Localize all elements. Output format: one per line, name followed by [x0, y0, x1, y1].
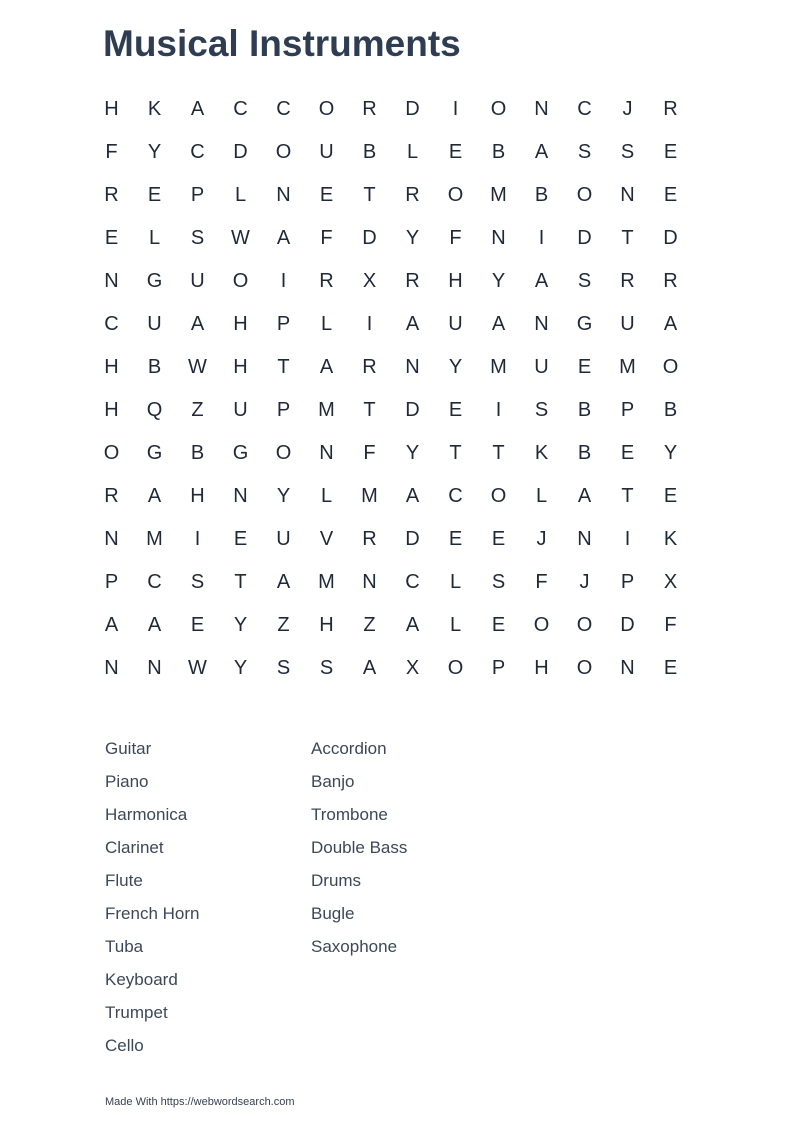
word-list-item: Accordion: [311, 739, 387, 758]
word-list-item: Piano: [105, 772, 149, 791]
grid-letter[interactable]: D: [663, 227, 678, 249]
grid-letter[interactable]: R: [362, 356, 377, 378]
grid-letter[interactable]: K: [663, 528, 678, 550]
grid-letter[interactable]: Z: [363, 614, 376, 636]
grid-letter[interactable]: I: [538, 227, 545, 249]
grid-letter[interactable]: E: [190, 614, 205, 636]
grid-letter[interactable]: H: [233, 356, 248, 378]
grid-letter[interactable]: L: [535, 485, 548, 507]
word-list-item: Bugle: [311, 904, 355, 923]
grid-letter[interactable]: E: [147, 184, 162, 206]
grid-letter[interactable]: T: [621, 485, 634, 507]
grid-letter[interactable]: R: [620, 270, 635, 292]
grid-letter[interactable]: M: [619, 356, 636, 378]
grid-letter[interactable]: B: [147, 356, 162, 378]
grid-letter[interactable]: A: [534, 141, 549, 163]
grid-letter[interactable]: O: [103, 442, 120, 464]
grid-letter[interactable]: R: [362, 528, 377, 550]
word-list-item: Cello: [105, 1036, 144, 1055]
grid-letter[interactable]: L: [406, 141, 419, 163]
grid-letter[interactable]: H: [104, 399, 119, 421]
grid-letter[interactable]: O: [490, 485, 507, 507]
grid-letter[interactable]: O: [576, 657, 593, 679]
word-list-item: Keyboard: [105, 970, 178, 989]
grid-letter[interactable]: O: [275, 141, 292, 163]
grid-letter[interactable]: I: [624, 528, 631, 550]
grid-letter[interactable]: S: [620, 141, 635, 163]
grid-letter[interactable]: L: [449, 571, 462, 593]
grid-letter[interactable]: A: [491, 313, 506, 335]
grid-letter[interactable]: A: [534, 270, 549, 292]
grid-letter[interactable]: N: [104, 657, 119, 679]
grid-letter[interactable]: R: [663, 98, 678, 120]
grid-letter[interactable]: S: [276, 657, 291, 679]
grid-letter[interactable]: A: [405, 313, 420, 335]
grid-letter[interactable]: D: [577, 227, 592, 249]
grid-letter[interactable]: N: [233, 485, 248, 507]
grid-letter[interactable]: E: [577, 356, 592, 378]
grid-letter[interactable]: B: [577, 399, 592, 421]
grid-letter[interactable]: H: [319, 614, 334, 636]
grid-letter[interactable]: S: [190, 571, 205, 593]
grid-letter[interactable]: Q: [146, 399, 163, 421]
grid-letter[interactable]: E: [319, 184, 334, 206]
grid-letter[interactable]: I: [366, 313, 373, 335]
grid-letter[interactable]: L: [320, 313, 333, 335]
grid-letter[interactable]: U: [448, 313, 463, 335]
grid-letter[interactable]: C: [448, 485, 463, 507]
word-list-item: French Horn: [105, 904, 200, 923]
grid-letter[interactable]: P: [276, 313, 291, 335]
grid-letter[interactable]: E: [448, 528, 463, 550]
grid-letter[interactable]: N: [620, 657, 635, 679]
grid-letter[interactable]: M: [318, 399, 335, 421]
grid-letter[interactable]: A: [276, 227, 291, 249]
grid-letter[interactable]: E: [491, 614, 506, 636]
grid-letter[interactable]: N: [620, 184, 635, 206]
grid-letter[interactable]: F: [535, 571, 548, 593]
grid-letter[interactable]: P: [491, 657, 506, 679]
grid-letter[interactable]: X: [663, 571, 678, 593]
grid-letter[interactable]: M: [490, 184, 507, 206]
grid-letter[interactable]: D: [405, 528, 420, 550]
grid-letter[interactable]: T: [449, 442, 462, 464]
grid-letter[interactable]: B: [190, 442, 205, 464]
grid-letter[interactable]: D: [405, 399, 420, 421]
grid-letter[interactable]: S: [319, 657, 334, 679]
grid-letter[interactable]: N: [104, 270, 119, 292]
grid-letter[interactable]: T: [492, 442, 505, 464]
grid-letter[interactable]: J: [622, 98, 633, 120]
word-list-item: Harmonica: [105, 805, 188, 824]
grid-letter[interactable]: U: [276, 528, 291, 550]
grid-letter[interactable]: H: [104, 356, 119, 378]
grid-letter[interactable]: G: [232, 442, 249, 464]
grid-letter[interactable]: I: [452, 98, 459, 120]
grid-letter[interactable]: O: [576, 184, 593, 206]
grid-letter[interactable]: U: [147, 313, 162, 335]
grid-letter[interactable]: Y: [405, 227, 420, 249]
grid-letter[interactable]: B: [534, 184, 549, 206]
grid-letter[interactable]: C: [190, 141, 205, 163]
grid-letter[interactable]: A: [577, 485, 592, 507]
grid-letter[interactable]: B: [362, 141, 377, 163]
word-list-column: [311, 736, 517, 1066]
word-list-column: [105, 736, 311, 1066]
grid-letter[interactable]: H: [104, 98, 119, 120]
grid-letter[interactable]: G: [146, 270, 163, 292]
grid-letter[interactable]: O: [662, 356, 679, 378]
grid-letter[interactable]: R: [663, 270, 678, 292]
word-list-item: Tuba: [105, 937, 144, 956]
grid-letter[interactable]: N: [491, 227, 506, 249]
grid-letter[interactable]: U: [190, 270, 205, 292]
grid-letter[interactable]: G: [576, 313, 593, 335]
word-list-item: Flute: [105, 871, 143, 890]
page-title: Musical Instruments: [103, 23, 461, 64]
grid-letter[interactable]: M: [490, 356, 507, 378]
grid-letter[interactable]: X: [362, 270, 377, 292]
grid-letter[interactable]: C: [147, 571, 162, 593]
grid-letter[interactable]: H: [190, 485, 205, 507]
grid-letter[interactable]: D: [233, 141, 248, 163]
grid-letter[interactable]: Y: [448, 356, 463, 378]
grid-letter[interactable]: S: [534, 399, 549, 421]
word-list-item: Trumpet: [105, 1003, 168, 1022]
grid-letter[interactable]: E: [663, 485, 678, 507]
grid-letter[interactable]: D: [405, 98, 420, 120]
grid-letter[interactable]: L: [320, 485, 333, 507]
grid-letter[interactable]: E: [104, 227, 119, 249]
grid-letter[interactable]: U: [319, 141, 334, 163]
grid-letter[interactable]: H: [534, 657, 549, 679]
grid-letter[interactable]: P: [620, 571, 635, 593]
word-list-item: Double Bass: [311, 838, 408, 857]
grid-letter[interactable]: S: [491, 571, 506, 593]
word-list-item: Drums: [311, 871, 362, 890]
grid-letter[interactable]: N: [534, 98, 549, 120]
grid-letter[interactable]: T: [363, 184, 376, 206]
grid-letter[interactable]: P: [620, 399, 635, 421]
grid-letter[interactable]: E: [491, 528, 506, 550]
grid-letter[interactable]: A: [147, 614, 162, 636]
grid-letter[interactable]: L: [449, 614, 462, 636]
grid-letter[interactable]: A: [362, 657, 377, 679]
grid-letter[interactable]: I: [194, 528, 201, 550]
grid-letter[interactable]: N: [534, 313, 549, 335]
grid-letter[interactable]: U: [534, 356, 549, 378]
grid-letter[interactable]: E: [448, 141, 463, 163]
grid-letter[interactable]: E: [663, 657, 678, 679]
grid-letter[interactable]: N: [276, 184, 291, 206]
grid-letter[interactable]: T: [621, 227, 634, 249]
word-list-item: Banjo: [311, 772, 355, 791]
grid-letter[interactable]: Y: [276, 485, 291, 507]
grid-letter[interactable]: T: [363, 399, 376, 421]
grid-letter[interactable]: S: [577, 141, 592, 163]
grid-letter[interactable]: O: [533, 614, 550, 636]
grid-letter[interactable]: C: [233, 98, 248, 120]
word-list-item: Trombone: [311, 805, 388, 824]
grid-letter[interactable]: H: [233, 313, 248, 335]
grid-letter[interactable]: R: [405, 184, 420, 206]
grid-letter[interactable]: L: [148, 227, 161, 249]
grid-letter[interactable]: A: [663, 313, 678, 335]
grid-letter[interactable]: F: [449, 227, 462, 249]
grid-letter[interactable]: X: [405, 657, 420, 679]
grid-letter[interactable]: N: [319, 442, 334, 464]
grid-letter[interactable]: Z: [277, 614, 290, 636]
grid-letter[interactable]: M: [146, 528, 163, 550]
grid-letter[interactable]: Y: [491, 270, 506, 292]
grid-letter[interactable]: I: [495, 399, 502, 421]
grid-letter[interactable]: O: [576, 614, 593, 636]
word-list: [105, 736, 517, 1066]
grid-letter[interactable]: C: [276, 98, 291, 120]
grid-letter[interactable]: P: [276, 399, 291, 421]
grid-letter[interactable]: U: [233, 399, 248, 421]
grid-letter[interactable]: A: [190, 313, 205, 335]
grid-letter[interactable]: C: [104, 313, 119, 335]
word-list-item: Clarinet: [105, 838, 164, 857]
grid-letter[interactable]: E: [448, 399, 463, 421]
grid-letter[interactable]: O: [318, 98, 335, 120]
grid-letter[interactable]: H: [448, 270, 463, 292]
word-list-item: Guitar: [105, 739, 152, 758]
grid-letter[interactable]: O: [447, 657, 464, 679]
grid-letter[interactable]: A: [147, 485, 162, 507]
grid-letter[interactable]: E: [663, 184, 678, 206]
grid-letter[interactable]: L: [234, 184, 247, 206]
grid-letter[interactable]: C: [577, 98, 592, 120]
grid-letter[interactable]: P: [104, 571, 119, 593]
letter-grid: [90, 88, 692, 690]
grid-letter[interactable]: Y: [663, 442, 678, 464]
grid-letter[interactable]: A: [405, 485, 420, 507]
grid-letter[interactable]: T: [277, 356, 290, 378]
grid-letter[interactable]: F: [105, 141, 118, 163]
grid-letter[interactable]: A: [405, 614, 420, 636]
grid-letter[interactable]: Z: [191, 399, 204, 421]
grid-letter[interactable]: A: [190, 98, 205, 120]
footer-credit: Made With https://webwordsearch.com: [105, 1096, 295, 1108]
grid-letter[interactable]: M: [318, 571, 335, 593]
grid-letter[interactable]: N: [104, 528, 119, 550]
grid-letter[interactable]: F: [320, 227, 333, 249]
word-list-item: Saxophone: [311, 937, 398, 956]
grid-letter[interactable]: B: [577, 442, 592, 464]
grid-letter[interactable]: G: [146, 442, 163, 464]
grid-letter[interactable]: N: [405, 356, 420, 378]
grid-letter[interactable]: P: [190, 184, 205, 206]
grid-letter[interactable]: J: [579, 571, 590, 593]
grid-letter[interactable]: F: [664, 614, 677, 636]
grid-letter[interactable]: K: [534, 442, 549, 464]
grid-letter[interactable]: K: [147, 98, 162, 120]
grid-letter[interactable]: V: [319, 528, 334, 550]
grid-letter[interactable]: I: [280, 270, 287, 292]
grid-letter[interactable]: R: [104, 184, 119, 206]
grid-letter[interactable]: W: [231, 227, 250, 249]
grid-letter[interactable]: Y: [233, 614, 248, 636]
grid-letter[interactable]: N: [362, 571, 377, 593]
grid-letter[interactable]: O: [232, 270, 249, 292]
grid-letter[interactable]: S: [190, 227, 205, 249]
grid-letter[interactable]: Y: [405, 442, 420, 464]
grid-letter[interactable]: U: [620, 313, 635, 335]
grid-letter[interactable]: E: [620, 442, 635, 464]
grid-letter[interactable]: R: [319, 270, 334, 292]
grid-letter[interactable]: E: [663, 141, 678, 163]
grid-letter[interactable]: B: [491, 141, 506, 163]
grid-letter[interactable]: W: [188, 657, 207, 679]
grid-letter[interactable]: R: [104, 485, 119, 507]
grid-letter[interactable]: T: [234, 571, 247, 593]
grid-letter[interactable]: S: [577, 270, 592, 292]
grid-letter[interactable]: B: [663, 399, 678, 421]
grid-letter[interactable]: O: [490, 98, 507, 120]
grid-letter[interactable]: E: [233, 528, 248, 550]
grid-letter[interactable]: O: [275, 442, 292, 464]
grid-letter[interactable]: Y: [147, 141, 162, 163]
grid-letter[interactable]: Y: [233, 657, 248, 679]
grid-letter[interactable]: D: [362, 227, 377, 249]
grid-letter[interactable]: M: [361, 485, 378, 507]
grid-letter[interactable]: C: [405, 571, 420, 593]
grid-letter[interactable]: N: [577, 528, 592, 550]
grid-letter[interactable]: R: [362, 98, 377, 120]
grid-letter[interactable]: N: [147, 657, 162, 679]
grid-letter[interactable]: W: [188, 356, 207, 378]
grid-letter[interactable]: J: [536, 528, 547, 550]
grid-letter[interactable]: R: [405, 270, 420, 292]
grid-letter[interactable]: A: [104, 614, 119, 636]
grid-letter[interactable]: A: [276, 571, 291, 593]
grid-letter[interactable]: F: [363, 442, 376, 464]
grid-letter[interactable]: O: [447, 184, 464, 206]
grid-letter[interactable]: D: [620, 614, 635, 636]
grid-letter[interactable]: A: [319, 356, 334, 378]
